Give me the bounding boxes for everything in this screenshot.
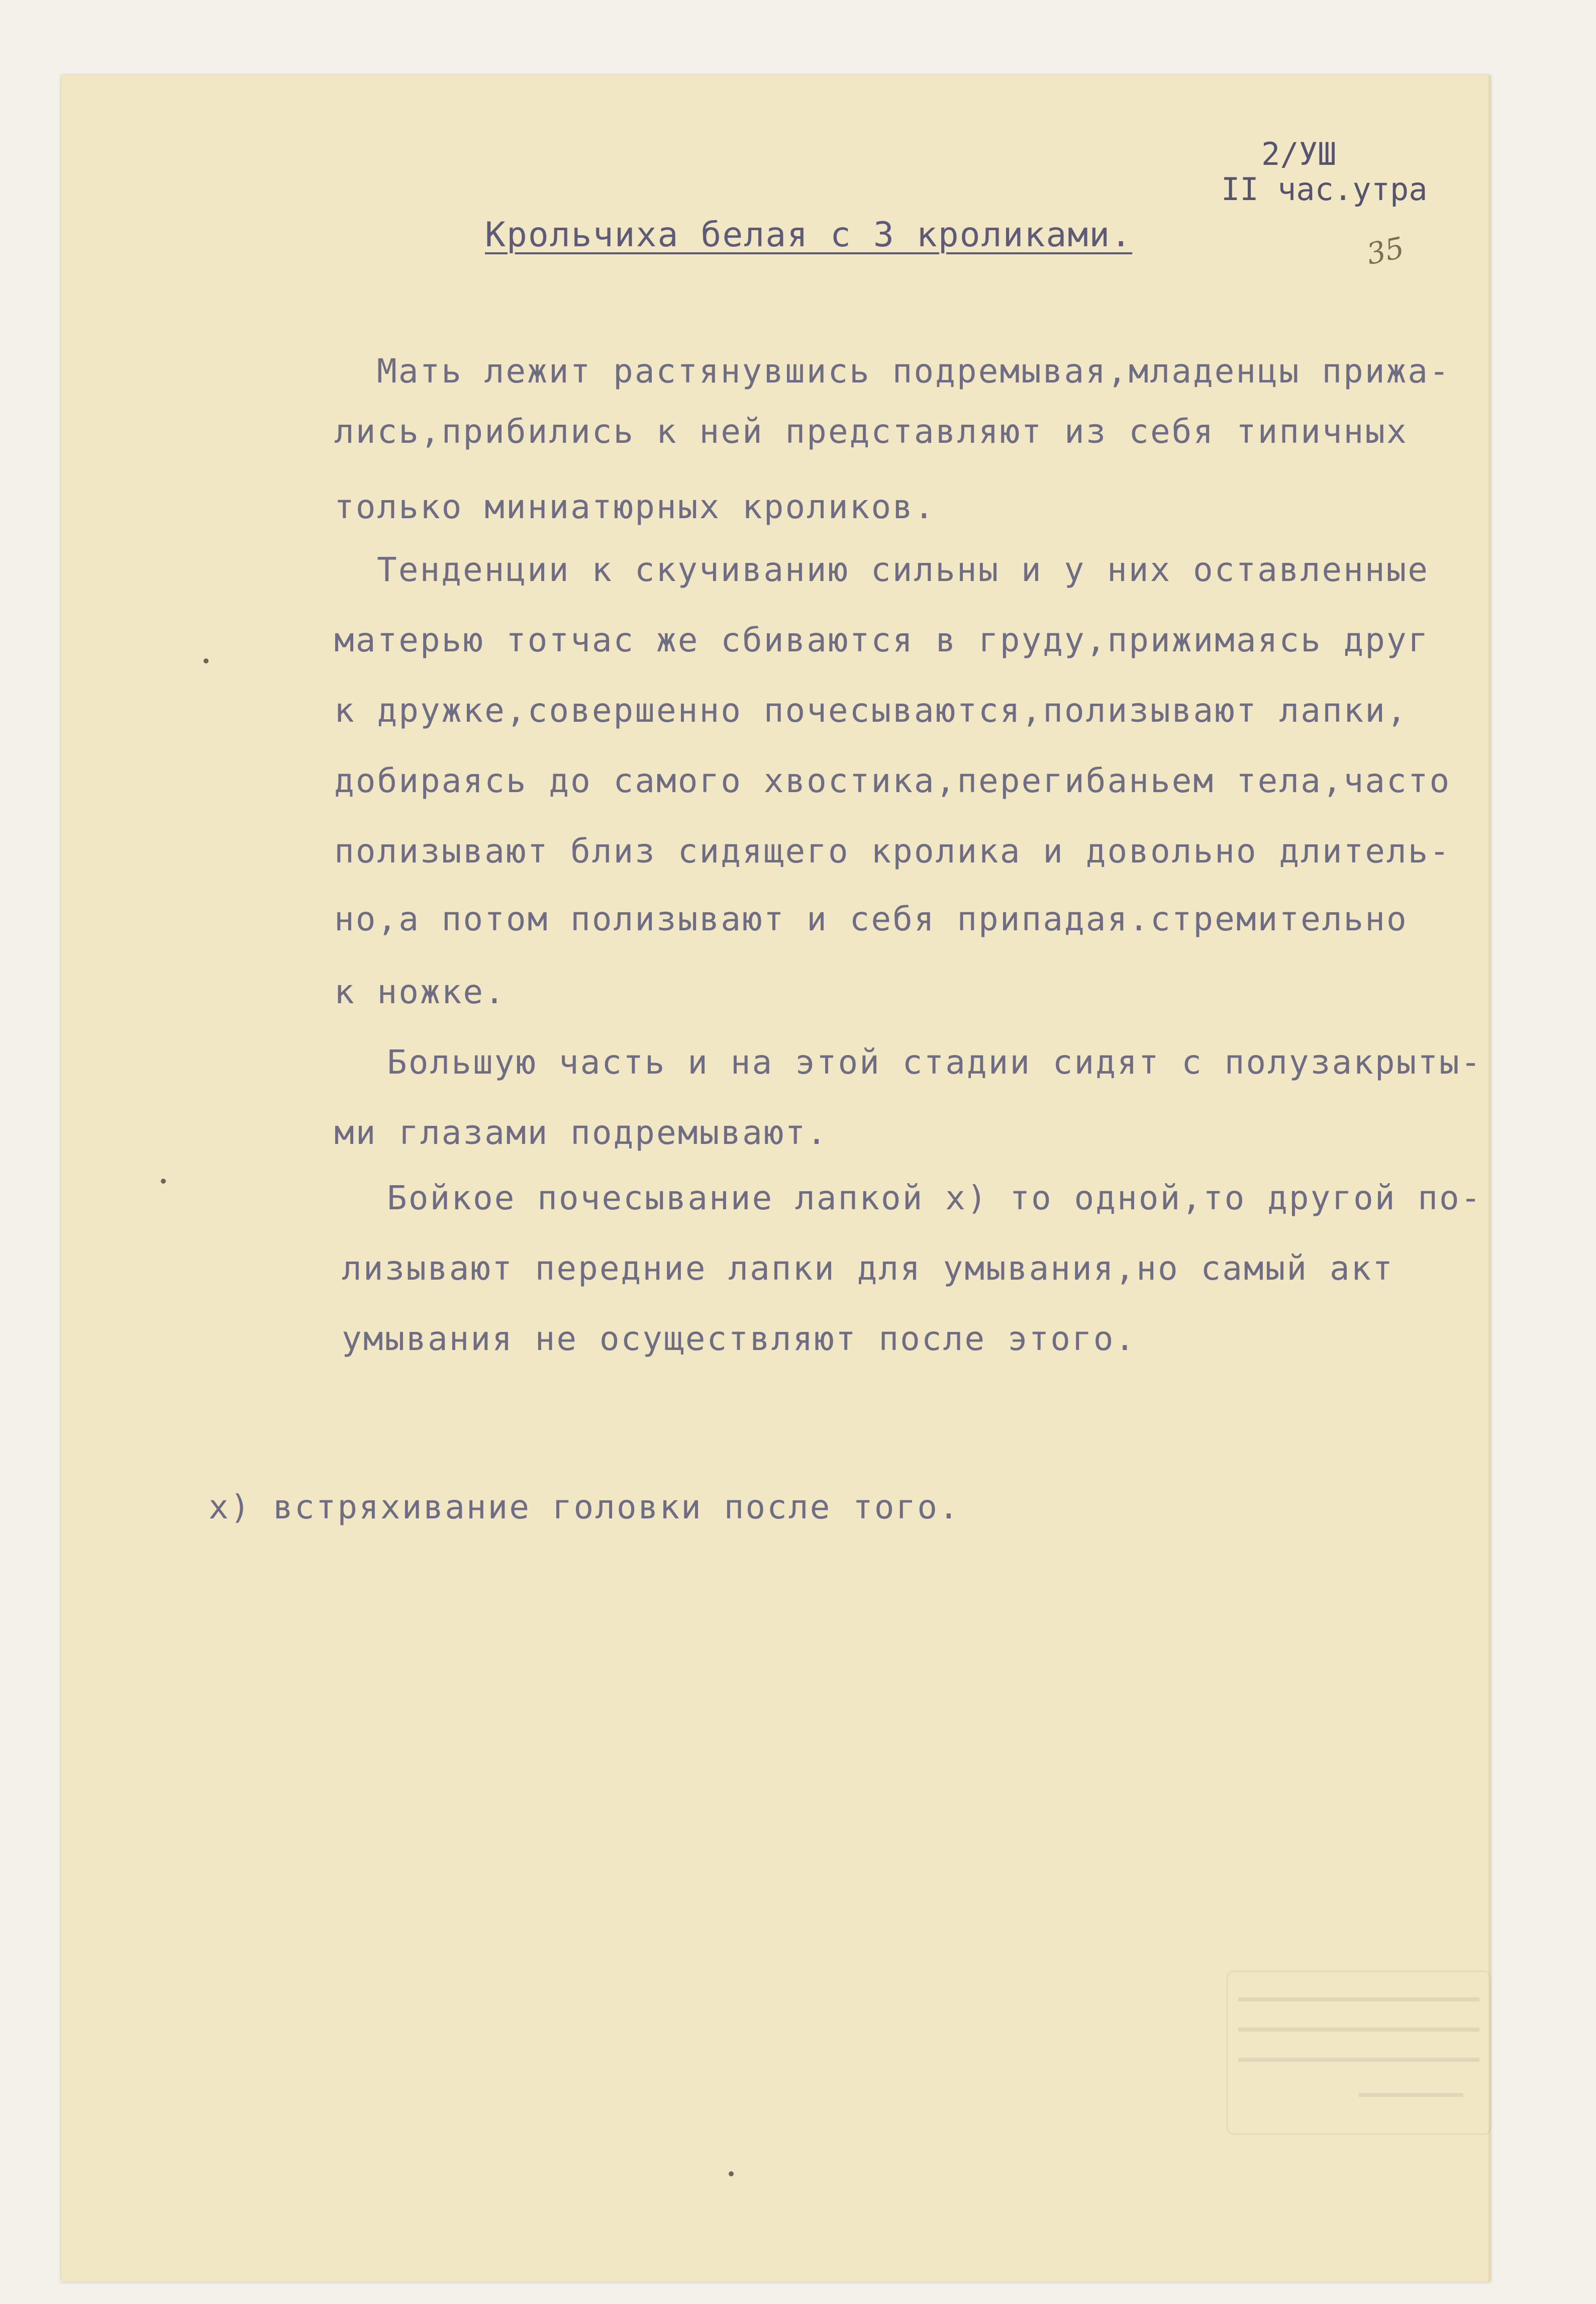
text-line: только миниатюрных кроликов. xyxy=(334,488,936,526)
text-line: матерью тотчас же сбиваются в груду,прижимаясь друг xyxy=(334,621,1430,659)
text-line: добираясь до самого хвостика,перегибаньем тела,часто xyxy=(334,761,1451,800)
text-line: Тенденции к скучиванию сильны и у них оставленные xyxy=(377,550,1430,589)
paper-speck xyxy=(204,658,209,663)
text-line: Бойкое почесывание лапкой х) то одной,то другой по- xyxy=(387,1179,1482,1217)
document-date: 2/УШ xyxy=(1261,136,1337,172)
archive-stamp xyxy=(1226,1970,1491,2135)
text-line: ми глазами подремывают. xyxy=(334,1113,828,1152)
text-line: лизывают передние лапки для умывания,но самый акт xyxy=(342,1249,1394,1288)
document-time: II час.утра xyxy=(1221,171,1428,208)
text-line: умывания не осуществляют после этого. xyxy=(342,1319,1137,1358)
text-line: лись,прибились к ней представляют из себя типичных xyxy=(334,412,1408,451)
text-line: полизывают близ сидящего кролика и довольно длитель- xyxy=(334,832,1451,871)
text-line: к ножке. xyxy=(334,973,506,1011)
text-line: но,а потом полизывают и себя припадая.стремительно xyxy=(334,900,1408,938)
paper-speck xyxy=(161,1179,166,1184)
document-title: Крольчиха белая с 3 кроликами. xyxy=(485,215,1133,255)
footnote: х) встряхивание головки после того. xyxy=(209,1488,960,1526)
text-line: Мать лежит растянувшись подремывая,младенцы прижа- xyxy=(377,352,1451,391)
text-line: Большую часть и на этой стадии сидят с полузакрыты- xyxy=(387,1043,1482,1082)
paper-speck xyxy=(729,2171,734,2176)
text-line: к дружке,совершенно почесываются,полизывают лапки, xyxy=(334,691,1408,730)
handwritten-page-number: 35 xyxy=(1363,230,1408,271)
